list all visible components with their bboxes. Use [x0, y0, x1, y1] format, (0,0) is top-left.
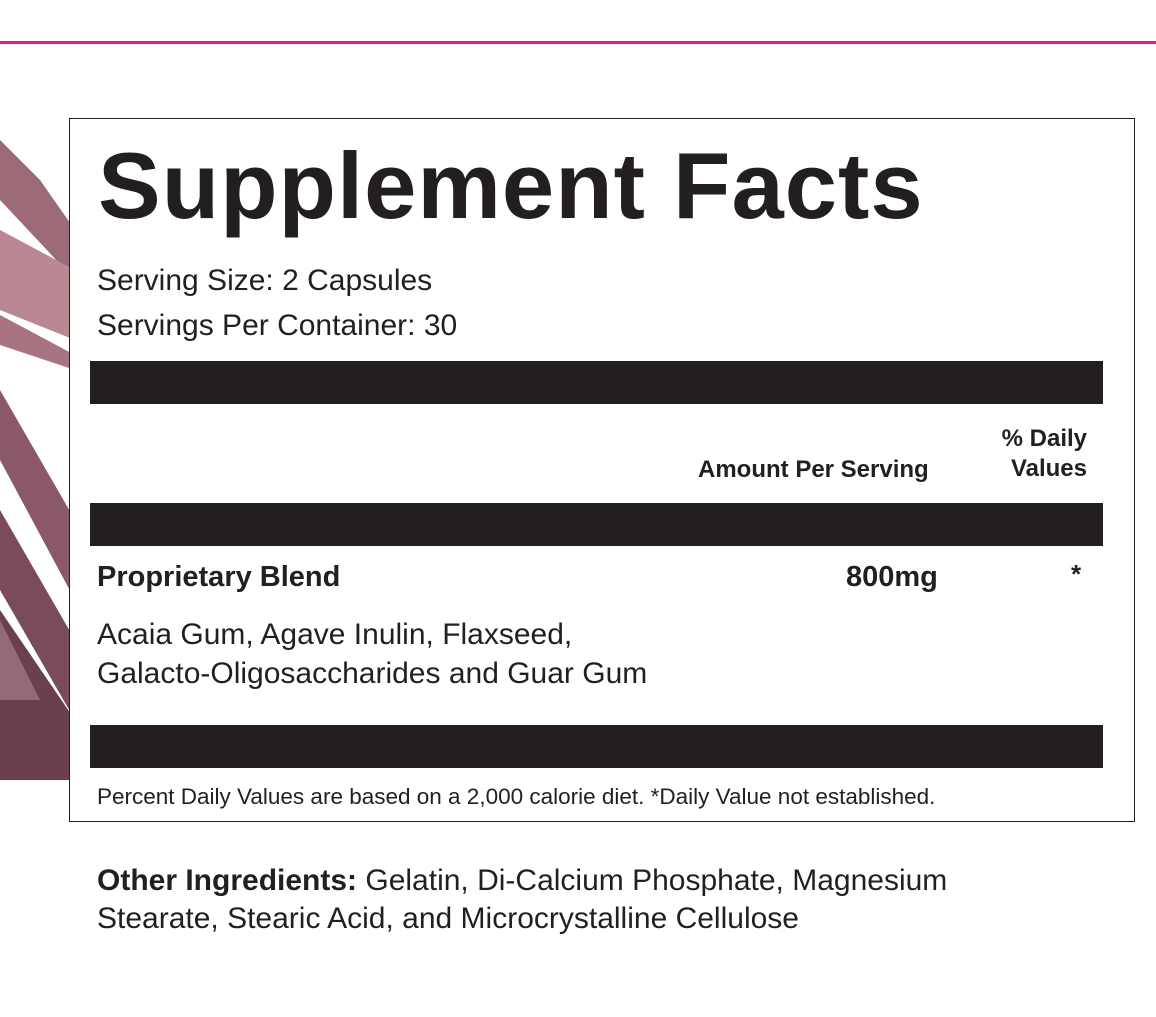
blend-name: Proprietary Blend: [97, 561, 341, 593]
servings-per-container: Servings Per Container: 30: [97, 309, 458, 342]
panel-title: Supplement Facts: [98, 133, 924, 238]
blend-daily-value: *: [1071, 559, 1082, 589]
column-header-amount: Amount Per Serving: [698, 456, 929, 483]
supplement-facts-panel: [69, 118, 1135, 822]
column-header-daily-line2: Values: [1010, 455, 1087, 482]
serving-size: Serving Size: 2 Capsules: [97, 264, 433, 297]
divider-bar-top: [90, 361, 1103, 404]
divider-bar-bottom: [90, 725, 1103, 768]
decorative-ribbon-graphic: [0, 140, 75, 780]
other-ingredients-text: Gelatin, Di-Calcium Phosphate, Magnesium Stearate, Stearic Acid, and Microcrystalline Cellulose: [97, 864, 948, 935]
blend-amount: 800mg: [846, 561, 938, 593]
other-ingredients-label: Other Ingredients:: [97, 864, 358, 897]
column-header-daily-line1: % Daily: [1001, 425, 1087, 452]
blend-ingredients-line2: Galacto-Oligosaccharides and Guar Gum: [97, 657, 648, 690]
blend-ingredients-line1: Acaia Gum, Agave Inulin, Flaxseed,: [97, 618, 573, 651]
footnote: Percent Daily Values are based on a 2,000 calorie diet. *Daily Value not established.: [97, 784, 936, 809]
other-ingredients: [97, 862, 1077, 938]
divider-bar-middle: [90, 503, 1103, 546]
accent-top-rule: [0, 41, 1156, 44]
